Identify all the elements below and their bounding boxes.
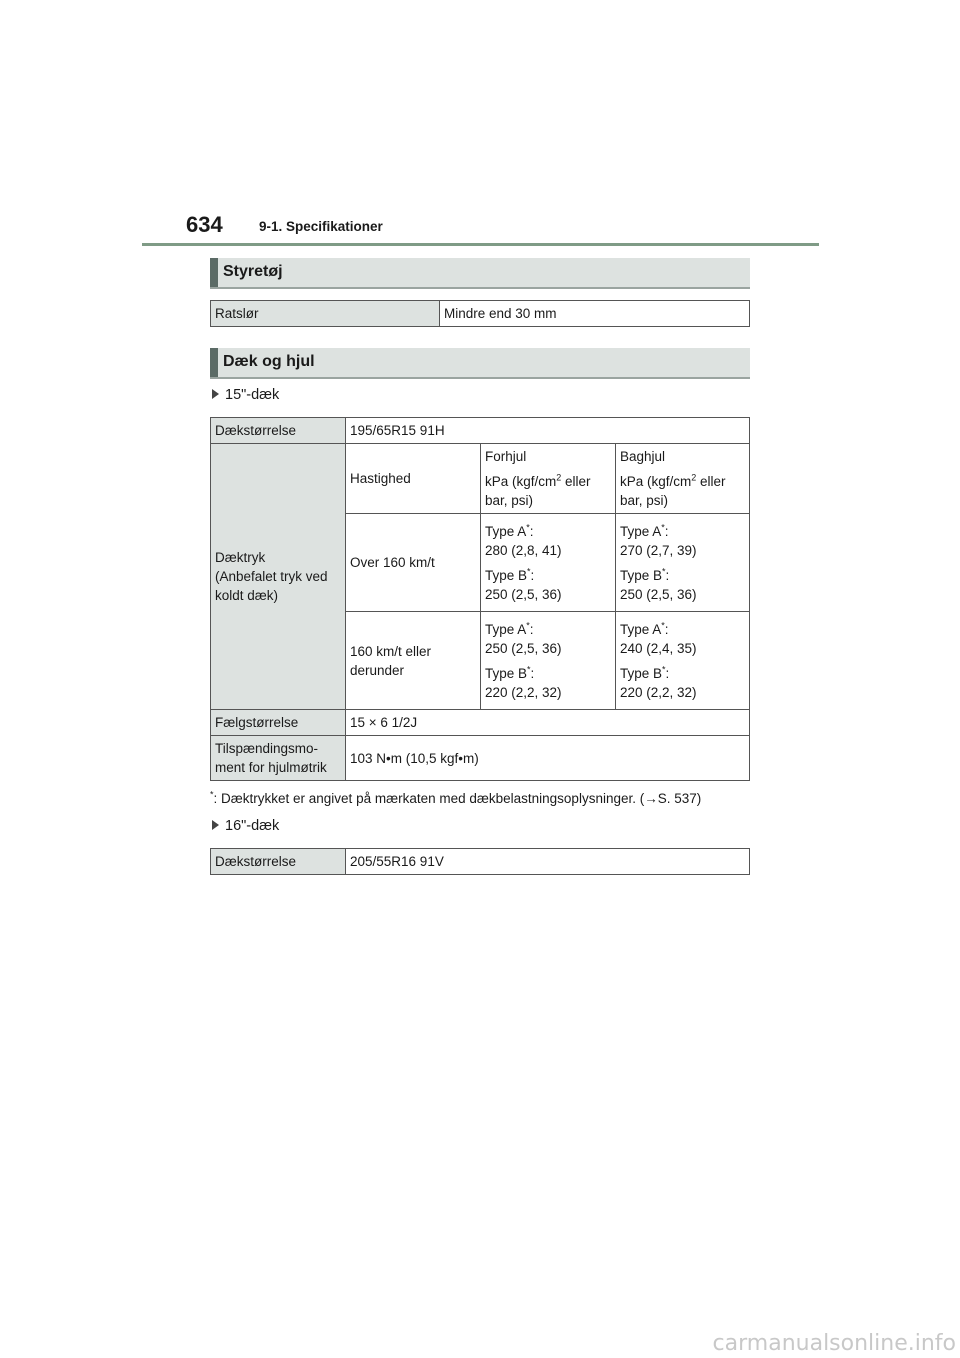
steering-play-value: Mindre end 30 mm bbox=[440, 301, 750, 327]
rear-wheel-header bbox=[616, 444, 750, 514]
steering-play-label: Ratslør bbox=[211, 301, 440, 327]
unit-line: kPa ($kgf/cm^2$ eller bbox=[620, 472, 726, 489]
table-header-row bbox=[211, 444, 750, 514]
rear-pressure-cell: Type A*: 270 (2,7, 39) Type B*: 250 (2,5, 36) bbox=[616, 514, 750, 612]
tire-pressure-label bbox=[211, 444, 346, 710]
subheading-text: 15"-dæk bbox=[225, 387, 280, 403]
unit-line: kPa ($kgf/cm^2$ eller bbox=[485, 472, 591, 489]
table-row bbox=[211, 418, 750, 444]
rear-header-title: Baghjul bbox=[620, 449, 666, 464]
rear-pressure-cell: Type A*: 240 (2,4, 35) Type B*: 220 (2,2, 32) bbox=[616, 612, 750, 710]
pressure-label-line: Dæktryk bbox=[215, 550, 266, 565]
table-row bbox=[211, 710, 750, 736]
tire-size-value: 195/65R15 91H bbox=[346, 418, 750, 444]
chapter-title: 9-1. Specifikationer bbox=[259, 219, 383, 234]
section-title: Dæk og hjul bbox=[223, 353, 315, 370]
footnote bbox=[210, 791, 701, 806]
section-accent-bar bbox=[210, 348, 218, 377]
footnote-text: : Dæktrykket er angivet på mærkaten med dækbelastningsoplysninger. (→S. 537) bbox=[213, 791, 702, 806]
subheading-text: 16"-dæk bbox=[225, 818, 280, 834]
pressure-label-line: (Anbefalet tryk ved bbox=[215, 569, 328, 584]
watermark: carmanualsonline.info bbox=[712, 1331, 956, 1356]
section-heading-tires bbox=[210, 348, 750, 379]
table-row bbox=[211, 301, 750, 327]
steering-table bbox=[210, 300, 750, 327]
tire-size-value: 205/55R16 91V bbox=[346, 849, 750, 875]
speed-cell: Over 160 km/t bbox=[346, 514, 481, 612]
tire-15-table bbox=[210, 417, 750, 781]
table-row bbox=[211, 849, 750, 875]
subheading-15-inch bbox=[212, 387, 279, 403]
section-title: Styretøj bbox=[223, 263, 283, 280]
torque-value: 103 N•m (10,5 kgf•m) bbox=[346, 736, 750, 781]
front-wheel-header bbox=[481, 444, 616, 514]
rim-size-value: 15 × 6 1/2J bbox=[346, 710, 750, 736]
front-header-title: Forhjul bbox=[485, 449, 527, 464]
front-pressure-cell: Type A*: 250 (2,5, 36) Type B*: 220 (2,2, 32) bbox=[481, 612, 616, 710]
unit-line-2: bar, psi) bbox=[485, 493, 534, 508]
header-divider bbox=[142, 243, 819, 246]
triangle-bullet-icon bbox=[212, 820, 219, 830]
pressure-label-line: koldt dæk) bbox=[215, 588, 279, 603]
tire-size-label: Dækstørrelse bbox=[211, 849, 346, 875]
speed-cell: 160 km/t eller derunder bbox=[346, 612, 481, 710]
rim-size-label: Fælgstørrelse bbox=[211, 710, 346, 736]
table-row bbox=[211, 736, 750, 781]
section-accent-bar bbox=[210, 258, 218, 287]
footnote-star: * bbox=[210, 789, 214, 800]
tire-16-table bbox=[210, 848, 750, 875]
subheading-16-inch bbox=[212, 818, 279, 834]
front-pressure-cell: Type A*: 280 (2,8, 41) Type B*: 250 (2,5, 36) bbox=[481, 514, 616, 612]
unit-line-2: bar, psi) bbox=[620, 493, 669, 508]
section-heading-steering bbox=[210, 258, 750, 289]
triangle-bullet-icon bbox=[212, 389, 219, 399]
page-number: 634 bbox=[186, 212, 223, 237]
tire-size-label: Dækstørrelse bbox=[211, 418, 346, 444]
speed-header: Hastighed bbox=[346, 444, 481, 514]
torque-label: Tilspændingsmo- ment for hjulmøtrik bbox=[211, 736, 346, 781]
